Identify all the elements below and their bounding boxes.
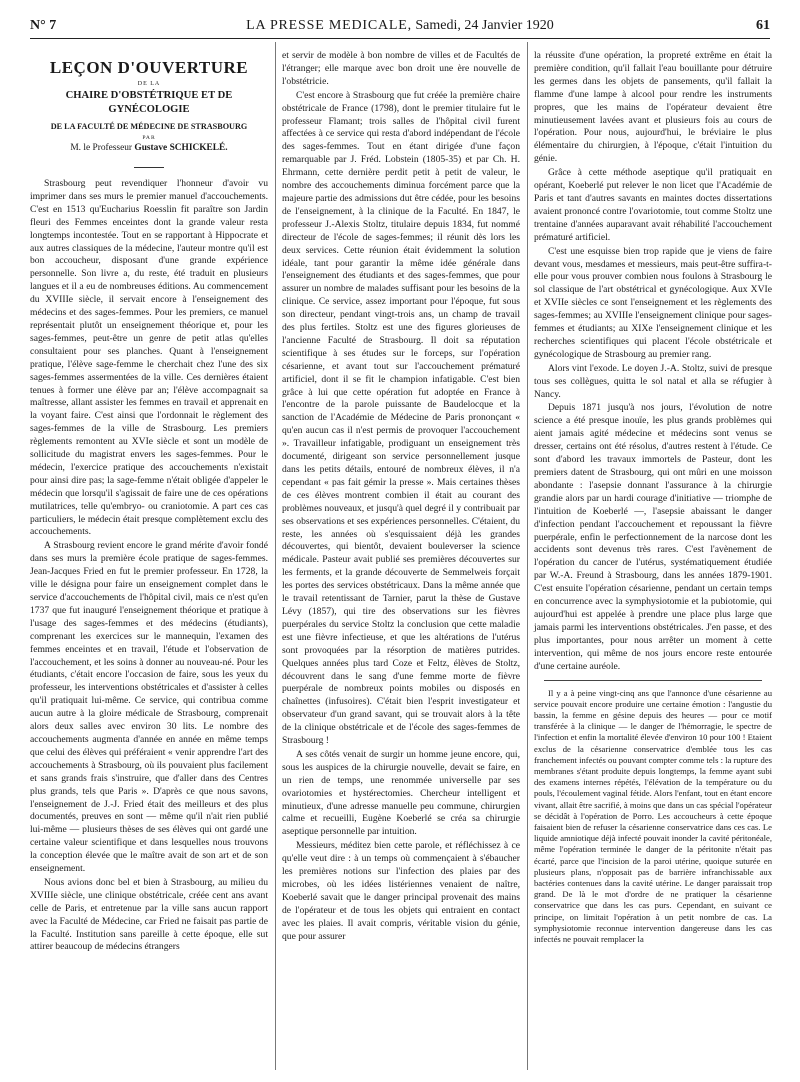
paragraph: Nous avions donc bel et bien à Strasbourg, au milieu du XVIIIe siècle, une clinique obstétricale, créée cent ans avant celle de Paris, et entretenue par la ville sans aucun rapport avec la Faculté de Médecine, car Fried ne faisait pas partie de la Faculté. Institution sans pareille à cette époque, elle sut attirer beaucoup de médecins étrangers [30,876,268,953]
column-divider [275,42,276,1070]
author-prefix: M. le Professeur [70,143,133,153]
paragraph: Grâce à cette méthode aseptique qu'il pratiquait en opérant, Koeberlé put relever le non licet que l'Académie de Paris et tant d'autres savants en maintes doctes dissertations avaient prononcé contre l'ovariotomie, tout comme Stoltz une trentaine d'années auparavant avait réhabilité l'accouchement prématuré artificiel. [534,167,772,243]
article-author [30,142,268,155]
paragraph: Strasbourg peut revendiquer l'honneur d'avoir vu imprimer dans ses murs le premier manuel d'accouchements. C'est en 1513 qu'Eucharius Roesslin fit paraître son Jardin fleuri des Femmes enceintes dont la grande valeur resta longtemps incontestée. Tout en se rapportant à Hippocrate et aux autres classiques de la médecine, l'auteur montre qu'il est bon accoucheur, disposant d'une grande expérience personnelle. Son livre a, du reste, été traduit en plusieurs langues et il a eu de nombreuses éditions. Au commencement du XVIIIe siècle, il servait encore à l'enseignement des médecins et des sages-femmes. Pour les premiers, ce manuel représentait plutôt un enseignement théorique et, pour les sages-femmes, peut-être un genre de petit atlas qu'elles consultaient pour ses planches. Quant à l'enseignement pratique, l'élève sage-femme le cherchait chez l'une des six sages-femmes assermentées de la ville. Ces dernières étaient tenues à former une élève par an; l'élève accompagnait sa maîtresse, allant assister les femmes en travail et apprenait en la voyant faire. C'est ainsi que l'ordonnait le règlement des sages-femmes de la ville de Strasbourg. Les premiers règlements remontent au XVIe siècle et sont un modèle de sollicitude du magistrat envers les sages-femmes. Pour le médecin, l'exercice pratique des accouchements n'existait pour ainsi dire pas; la sage-femme n'était obligée d'appeler le médecin que lorsqu'il s'agissait de faire une de ces opérations mutilatrices, telle qu'embryo- ou craniotomie. A part ces cas particuliers, le médecin était presque complètement exclu des accouchements. [30,178,268,538]
paragraph: A Strasbourg revient encore le grand mérite d'avoir fondé dans ses murs la première école pratique de sages-femmes. Jean-Jacques Fried en fut le premier professeur. En 1728, la ville le désigna pour faire un enseignement complet dans le service d'accouchements de l'hôpital civil, mais ce n'est qu'en 1737 que fut inauguré l'enseignement théorique et pratique à l'usage des sages-femmes et des médecins (étudiants), comprenant les exercices sur le mannequin, l'examen des femmes enceintes et en travail, l'étude et l'observation de l'accouchement, et les soins à donner au nouveau-né. Pour les étudiants, c'était encore l'occasion de faire, sous les yeux du professeur, les interventions obstétricales et d'assister à celles qu'il pratiquait lui-même. Ce service, qui contribua comme aucun autre à la gloire médicale de Strasbourg, comprenait alors deux salles avec environ 30 lits. Le nombre des accouchements augmenta d'année en année en même temps que celui des élèves qui préféraient « venir apprendre l'art des accouchements à Strasbourg, où ils pouvaient plus facilement et sans grands frais s'instruire, que d'aller dans des Centres plus grands, tels que Paris ». D'après ce que nous savons, l'enseignement de J.-J. Fried était des meilleurs et des plus documentés, preuves en sont — même qu'il n'ait rien publié lui-même — plusieurs thèses de ses élèves qui ont gardé une certaine valeur scientifique et dans lesquelles nous trouvons la conception élevée que le maître avait de son art et de son enseignement. [30,540,268,875]
issue-number: N° 7 [30,18,57,33]
title-divider [134,167,164,168]
article-title: LEÇON D'OUVERTURE [49,58,249,77]
column-3 [534,50,772,946]
page-header [30,18,770,39]
paragraph: C'est encore à Strasbourg que fut créée la première chaire obstétricale de France (1798), dont le premier titulaire fut le professeur Flamant; trois salles de l'hôpital civil furent affectées à ce service qui resta d'abord indépendant de l'école des sages-femmes. Tout en étant dirigée d'une façon remarquable par J. Fréd. Lobstein (1805-35) et par Ch. H. Ehrmann, cette dernière perdit petit à petit de valeur, le nombre des accouchements diminua forcément parce que la majeure partie des admissions dut être cédée, pour les besoins de l'enseignement, à la clinique de la Faculté. En 1847, le professeur J.-Alexis Stoltz, titulaire depuis 1834, fut nommé directeur de l'école de sages-femmes; il réunit dès lors les deux services. Cette réunion était évidemment la solution idéale, tant pour garantir la même idée générale dans l'enseignement des étudiants et des sages-femmes, que pour assurer un nombre de malades suffisant pour les besoins de la clinique. Ce service, assez important pour l'époque, fut sous son directeur, pendant vingt-trois ans, un champ de travail des plus fertiles. Stoltz est une des figures glorieuses de l'ancienne Faculté de Strasbourg. Il doit sa réputation scientifique à ses études sur le forceps, sur l'opération césarienne, et avant tout sur l'accouchement prématuré artificiel, dont il se fit le champion infatigable. C'est bien grâce à lui que cette opération fut adoptée en France à l'encontre de la parole puissante de Baudelocque et la sanction de l'Académie de Médecine de Paris prononçant « qu'en aucun cas il n'est permis de provoquer l'accouchement ». Travailleur infatigable, prodiguant un enseignement très documenté, dirigeant son service personnellement jusque dans les petits détails, entouré de nombreux élèves, il n'a cependant « pas fait gémir la presse ». Mais certaines thèses de ces élèves montrent combien il était au courant des problèmes nouveaux, et jusqu'à quel degré il y contribuait par ses observations et ses expériences personnelles. C'étaient, du reste, les années où s'esquissaient déjà les grandes découvertes, qui bientôt, devaient bouleverser la science médicale. Pasteur avait publié ses premières découvertes sur les ferments, et la grande découverte de Semmelweis forçait les portes des services obstétricaux. Dans la même année que le travail retentissant de Tarnier, parut la thèse de Gustave Lévy (1857), qui tire des observations sur les fièvres puerpérales du service Stoltz la conclusion que cette maladie est une fièvre infectieuse, et que les altérations de l'utérus sont provoquées par la résorption de matières putrides. Quelques années plus tard Coze et Feltz, élèves de Stoltz, découvrent dans le sang d'une femme morte de fièvre puerpérale de nombreux points mobiles ou disposés en chaînettes (infusoires). C'était bien l'esprit investigateur et observateur d'un grand savant, qui se trouvait alors à la tête de la clinique obstétricale et de l'école des sages-femmes de Strasbourg ! [282,89,520,747]
paragraph: C'est une esquisse bien trop rapide que je viens de faire devant vous, mesdames et messieurs, mais peut-être suffira-t-elle pour vous prouver combien nous foulons à Strasbourg le sol classique de l'art obstétrical et gynécologique. Aux XVIe et XVIIe siècles ce sont l'enseignement et les règlements des sages-femmes; au XVIIIe l'enseignement clinique pour sages-femmes et étudiants; au XIXe l'enseignement clinique et les recherches scientifiques qui placent l'école obstétricale et gynécologique de Strasbourg au premier rang. [534,245,772,360]
paragraph: A ses côtés venait de surgir un homme jeune encore, qui, sous les auspices de la chirurgie nouvelle, devait se faire, en un rien de temps, une renommée universelle par ses ovariotomies et hystérectomies. Chercheur intelligent et minutieux, d'une adresse manuelle peu commune, chirurgien calme et recueilli, Eugène Koeberlé se créa sa chirurgie aseptique personnelle par intuition. [282,748,520,838]
author-name: Gustave SCHICKELÉ. [134,143,228,153]
journal-name: LA PRESSE MEDICALE, [246,18,412,33]
column-divider [527,42,528,1070]
paragraph: et servir de modèle à bon nombre de villes et de Facultés de l'étranger; elle marque avec bon droit une ère nouvelle de l'obstétricie. [282,50,520,87]
small-print-section [534,688,772,946]
byline-connector: PAR [142,135,156,141]
paragraph: la réussite d'une opération, la propreté extrême en était la première condition, qu'il fallait l'eau bouillante pour détruire les germes dans les objets de pansements, qu'il fallait la flamme d'une lampe à alcool pour rendre les instruments propres, que les mains de l'opérateur devaient être minutieusement lavées avant et plusieurs fois au cours de l'opération. Pour nous, aujourd'hui, le bréviaire le plus élémentaire du chirurgien, à l'époque, c'était l'intuition du génie. [534,50,772,165]
section-divider [544,680,762,681]
column-2 [282,50,520,945]
paragraph: Il y a à peine vingt-cinq ans que l'annonce d'une césarienne au service pouvait encore produire une certaine émotion : l'angustie du bassin, la femme en gésine depuis des heures — pour ce motif transférée à la clinique — le danger de l'hémorragie, le spectre de l'infection et enfin la mortalité élevée d'environ 10 pour 100 ! Etaient exclus de la césarienne conservatrice d'emblée tous les cas franchement infectés ou pouvant compter comme tels : la rupture des membranes s'étant produite depuis longtemps, la femme ayant subi des examens internes répétés, l'élévation de la température ou du pouls, l'écoulement vaginal fétide. Alors l'enfant, tout en étant encore vivant, allait être sacrifié, à moins que dans un cas spécial l'opérateur se décidât à l'opération de Porro. Les accoucheurs à cette époque faisaient bien de refuser la césarienne conservatrice dans ces cas. Le liquide amniotique déjà infecté pouvait inonder la cavité péritonéale, même l'opération terminée le danger de la péritonite n'était pas écarté, parce que l'incision de la paroi utérine, quoique suturée en plusieurs plans, n'opposait pas de barrière infranchissable aux bactéries contenues dans la cavité utérine. Le danger paraissait trop grand. De là le mot d'ordre de ne pratiquer la césarienne conservatrice que dans les cas purs. Cependant, en suivant ce principe, on limitait l'opération à un petit nombre de cas. La symphysiotomie reconnue intervention dangereuse dans les cas infectés ne pouvait remplacer la [534,687,772,944]
column-1 [30,50,268,955]
paragraph: Alors vint l'exode. Le doyen J.-A. Stoltz, suivi de presque tous ses collègues, quitta le sol natal et alla se réfugier à Nancy. [534,362,772,400]
page-number: 61 [756,18,770,33]
title-connector: DE LA [137,81,161,87]
issue-date: Samedi, 24 Janvier 1920 [415,18,554,33]
article-faculty: DE LA FACULTÉ DE MÉDECINE DE STRASBOURG [50,122,248,131]
paragraph: Depuis 1871 jusqu'à nos jours, l'évolution de notre science a été presque inouïe, les plus grands problèmes qui aient jamais agité médecine et médecins sont venus se dresser, certains ont été résolus, d'autres restent à l'étude. Ce sont d'abord les travaux immortels de Pasteur, dont les premiers datent de Strasbourg, qui ont mûri en une moisson abondante : l'asepsie donnant l'assurance à la chirurgie grandie alors par un hardi courage d'initiative — triomphe de l'intuition de Koeberlé —, l'asepsie abaissant le danger d'infection pendant l'accouchement et repoussant la fièvre puerpérale, enfin le perfectionnement de la narcose dont les accidents sont devenus très rares. C'est l'avènement de l'opération du cancer de l'utérus, systématiquement étudiée par W.-A. Freund à Strasbourg, dans les années 1879-1901. C'est ensuite l'opération césarienne, pendant un certain temps en concurrence avec la symphysiotomie et la pubiotomie, qui aujourd'hui est appelée à prendre une place plus large que jamais parmi les interventions obstétricales. J'en passe, et des plus importantes, pour nous arrêter un moment à cette intervention, qui même de nos jours encore reste entourée d'une certaine auréole. [534,402,772,672]
article-subtitle: CHAIRE D'OBSTÉTRIQUE ET DE GYNÉCOLOGIE [65,90,233,115]
paragraph: Messieurs, méditez bien cette parole, et réfléchissez à ce qu'elle veut dire : à un temps où commençaient à s'ébaucher les premières notions sur l'infection des plaies par des microbes, où les idées listériennes venaient de naître, Koeberlé savait que le danger principal provenait des mains de l'opérateur et de tous les objets qui entraient en contact avec les plaies. Il avait compris, véritable vision du génie, que pour assurer [282,840,520,942]
journal-masthead [30,18,770,34]
